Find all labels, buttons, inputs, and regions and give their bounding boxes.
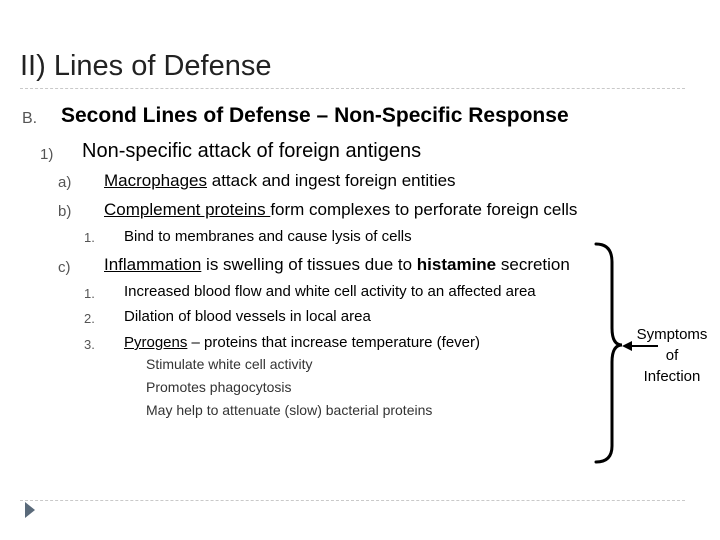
item-c1-text: Increased blood flow and white cell activity to an affected area xyxy=(124,283,536,300)
item-a-rest: attack and ingest foreign entities xyxy=(207,171,456,190)
item-c2-marker: 2. xyxy=(84,311,95,326)
section-marker: B. xyxy=(22,110,38,127)
section-heading: Second Lines of Defense – Non-Specific Response xyxy=(61,104,569,127)
item-a-marker: a) xyxy=(58,174,72,191)
item-c-mid: is swelling of tissues due to xyxy=(201,255,417,274)
slide-nav-triangle-icon[interactable] xyxy=(25,502,35,518)
item-b1-text: Bind to membranes and cause lysis of cells xyxy=(124,228,412,245)
item-b-marker: b) xyxy=(58,203,72,220)
sub-bullet-text: Promotes phagocytosis xyxy=(146,379,292,395)
symptoms-annotation xyxy=(630,324,714,387)
point1-marker: 1) xyxy=(40,146,54,163)
sub-bullet-text: Stimulate white cell activity xyxy=(146,356,313,372)
annotation-line-1: Symptoms xyxy=(636,326,708,343)
item-a-term: Macrophages xyxy=(104,171,208,190)
sub-bullet-text: May help to attenuate (slow) bacterial proteins xyxy=(146,402,433,418)
item-b1-marker: 1. xyxy=(84,230,95,245)
annotation-line-2: of xyxy=(665,347,679,364)
annotation-line-3: Infection xyxy=(643,368,701,385)
item-c-bold: histamine xyxy=(416,255,497,274)
item-c-marker: c) xyxy=(58,259,71,276)
item-c3-rest: – proteins that increase temperature (fever) xyxy=(187,334,481,351)
item-b-term: Complement proteins xyxy=(104,200,271,219)
item-c-end: secretion xyxy=(496,255,570,274)
item-c2-text: Dilation of blood vessels in local area xyxy=(124,308,371,325)
item-c-term: Inflammation xyxy=(104,255,202,274)
point1-text: Non-specific attack of foreign antigens xyxy=(82,140,422,162)
footer-divider xyxy=(20,500,685,501)
item-b-rest: form complexes to perforate foreign cells xyxy=(270,200,578,219)
item-c3-term: Pyrogens xyxy=(124,334,188,351)
slide-title: II) Lines of Defense xyxy=(20,50,272,82)
item-c3-marker: 3. xyxy=(84,337,95,352)
item-c1-marker: 1. xyxy=(84,286,95,301)
curly-bracket-icon xyxy=(596,244,622,462)
